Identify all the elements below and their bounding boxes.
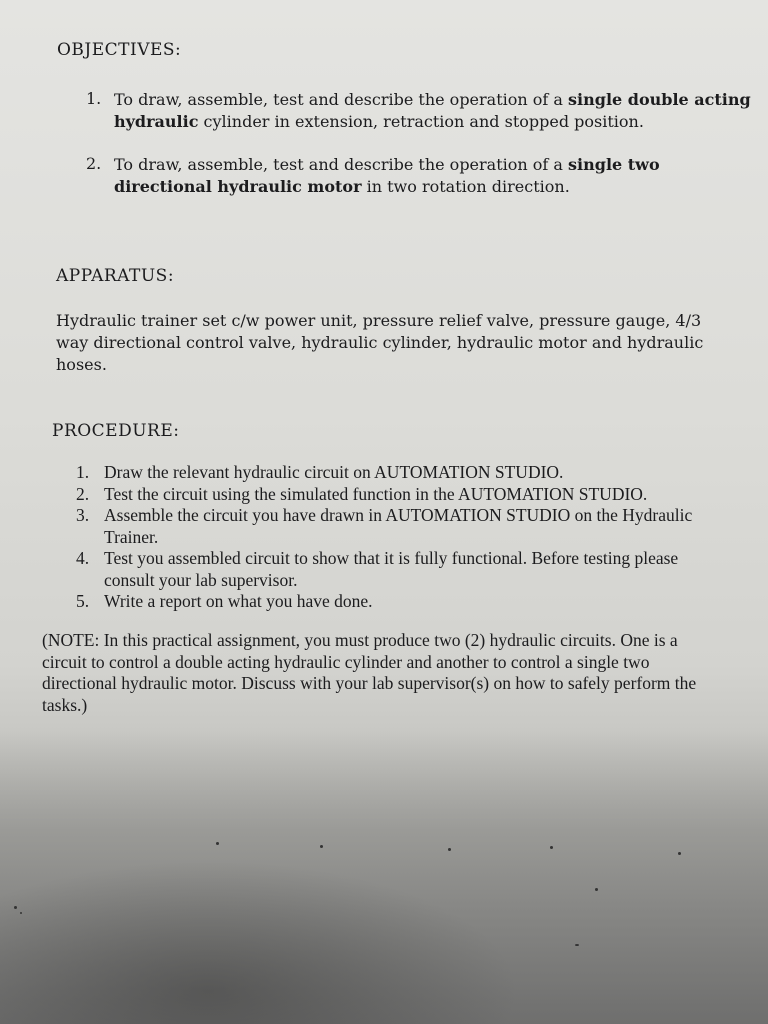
procedure-list xyxy=(76,462,726,613)
objective-item-1 xyxy=(114,89,754,133)
objective-2-bold: single two directional hydraulic motor xyxy=(114,155,660,196)
procedure-number: 4. xyxy=(76,548,90,568)
procedure-text: Test the circuit using the simulated function in the AUTOMATION STUDIO. xyxy=(104,483,648,504)
procedure-item-3 xyxy=(76,505,726,548)
procedure-number: 2. xyxy=(76,483,90,504)
procedure-text: Draw the relevant hydraulic circuit on AUTOMATION STUDIO. xyxy=(104,462,564,482)
speck xyxy=(550,846,553,849)
procedure-item-1 xyxy=(76,462,726,484)
speck xyxy=(678,852,681,855)
objectives-heading: OBJECTIVES: xyxy=(57,40,182,60)
procedure-text: Assemble the circuit you have drawn in AUTOMATION STUDIO on the Hydraulic Trainer. xyxy=(104,505,693,547)
speck xyxy=(448,848,451,851)
procedure-item-2 xyxy=(76,484,726,506)
objective-1-lead: To draw, assemble, test and describe the operation of a xyxy=(114,90,569,109)
speck xyxy=(20,912,22,914)
apparatus-heading: APPARATUS: xyxy=(56,266,175,286)
objective-1-trail: cylinder in extension, retraction and stopped position. xyxy=(198,112,644,131)
speck xyxy=(320,845,323,848)
objective-2-lead: To draw, assemble, test and describe the operation of a xyxy=(114,155,569,174)
procedure-number: 5. xyxy=(76,591,90,611)
objective-2-trail: in two rotation direction. xyxy=(361,177,570,196)
procedure-number: 3. xyxy=(76,505,90,525)
procedure-item-5 xyxy=(76,591,726,613)
objective-item-2 xyxy=(114,154,754,198)
procedure-item-4 xyxy=(76,548,726,591)
speck xyxy=(595,888,598,891)
procedure-text: Test you assembled circuit to show that it is fully functional. Before testing please consult your lab supervisor. xyxy=(104,548,679,590)
note-paragraph: (NOTE: In this practical assignment, you must produce two (2) hydraulic circuits. One is a circuit to control a double acting hydraulic cylinder and another to control a single two directional hydraulic motor. Discuss with your lab supervisor(s) on how to safely perform the tasks.) xyxy=(42,630,697,715)
objective-number-1: 1. xyxy=(86,89,102,108)
procedure-heading: PROCEDURE: xyxy=(52,421,180,441)
lower-shadow xyxy=(0,730,768,1024)
procedure-number: 1. xyxy=(76,462,90,482)
speck xyxy=(575,944,579,946)
speck xyxy=(14,906,17,909)
speck xyxy=(216,842,219,845)
objective-number-2: 2. xyxy=(86,154,102,173)
hand-shadow xyxy=(0,860,520,1024)
procedure-text: Write a report on what you have done. xyxy=(104,591,373,611)
objective-1-bold: single double acting hydraulic xyxy=(114,90,751,131)
apparatus-text: Hydraulic trainer set c/w power unit, pressure relief valve, pressure gauge, 4/3 way directional control valve, hydraulic cylinder, hydraulic motor and hydraulic hoses. xyxy=(56,311,704,374)
